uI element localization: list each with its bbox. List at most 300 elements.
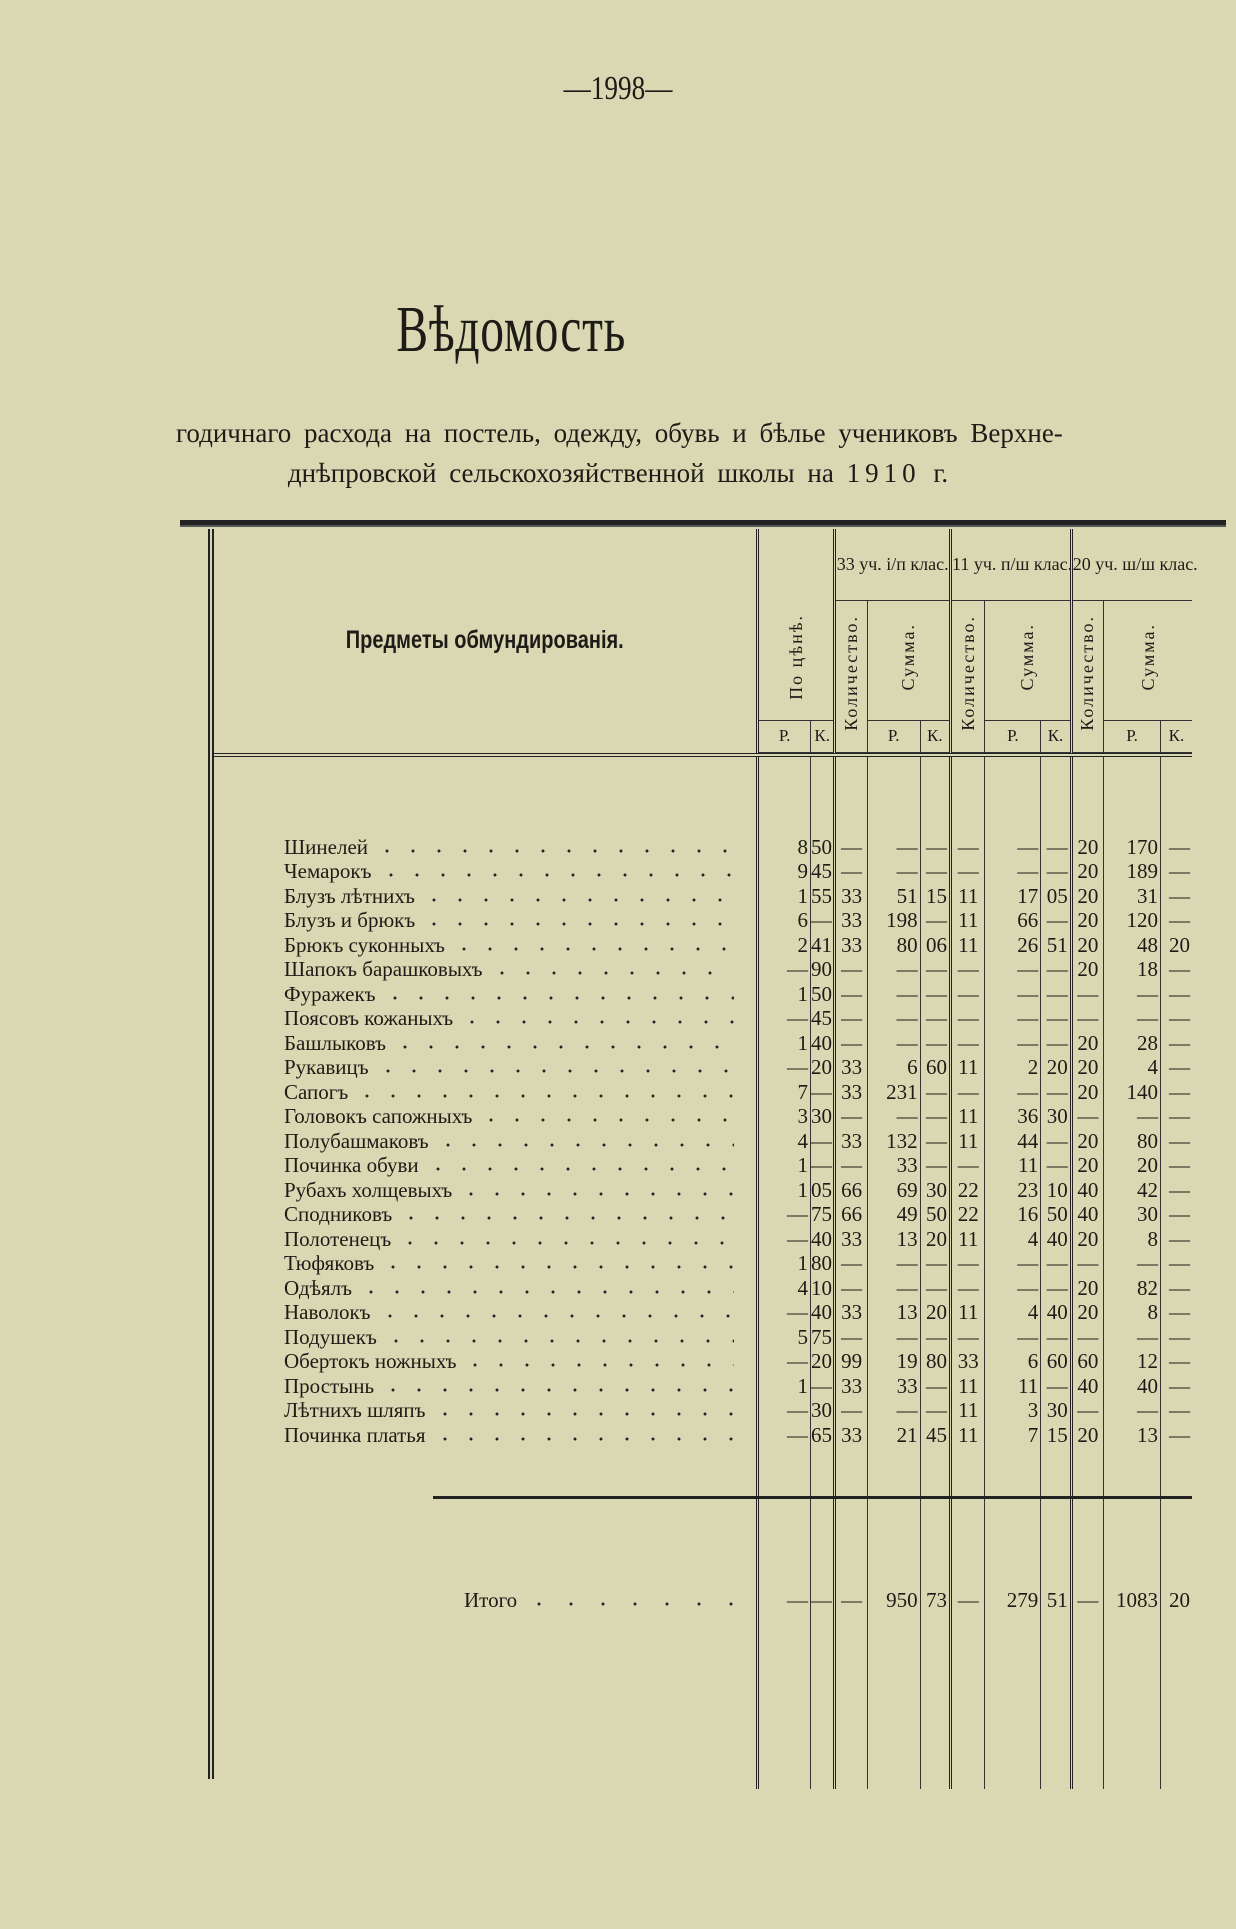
cell-7: — (1041, 1325, 1071, 1350)
page-number: —1998— (563, 70, 673, 107)
cell-0: 5 (758, 1325, 811, 1350)
cell-5: — (951, 1276, 985, 1301)
cell-10: — (1160, 1300, 1192, 1325)
dot-leader (458, 1191, 734, 1197)
table-row (214, 1276, 1192, 1301)
cell-5: 11 (951, 1129, 985, 1154)
cell-10: — (1160, 1349, 1192, 1374)
item-name: Рубахъ холщевыхъ (284, 1177, 453, 1202)
cell-1: 45 (811, 1006, 835, 1031)
cell-2: 66 (835, 1178, 867, 1203)
cell-5: 22 (951, 1178, 985, 1203)
item-name: Лѣтнихъ шляпъ (284, 1398, 426, 1423)
cell-2: — (835, 859, 867, 884)
cell-3: 49 (867, 1202, 920, 1227)
cell-9: — (1104, 1251, 1161, 1276)
cell-3: 950 (867, 1587, 920, 1613)
cell-1: 40 (811, 1300, 835, 1325)
spacer-row (214, 755, 1192, 835)
cell-1: 40 (811, 1031, 835, 1056)
cell-10: — (1160, 884, 1192, 909)
cell-9: 31 (1104, 884, 1161, 909)
cell-4: — (920, 1325, 950, 1350)
cell-3: 69 (867, 1178, 920, 1203)
cell-5: — (951, 859, 985, 884)
cell-1: 45 (811, 859, 835, 884)
cell-2: — (835, 1398, 867, 1423)
dot-leader (421, 897, 734, 903)
document-title: Вѣдомость (396, 293, 626, 366)
cell-8: 20 (1071, 908, 1103, 933)
cell-7: 40 (1041, 1227, 1071, 1252)
cell-6: — (985, 1251, 1041, 1276)
cell-3: — (867, 1031, 920, 1056)
cell-7: 60 (1041, 1349, 1071, 1374)
cell-10: — (1160, 1251, 1192, 1276)
cell-4: — (920, 1104, 950, 1129)
cell-2: — (835, 982, 867, 1007)
cell-7: — (1041, 859, 1071, 884)
cell-8: — (1071, 982, 1103, 1007)
cell-6: 11 (985, 1153, 1041, 1178)
cell-5: 11 (951, 884, 985, 909)
cell-9: 80 (1104, 1129, 1161, 1154)
cell-2: 33 (835, 1055, 867, 1080)
cell-6: 26 (985, 933, 1041, 958)
table-row (214, 1325, 1192, 1350)
cell-1: 10 (811, 1276, 835, 1301)
dot-leader (380, 1264, 734, 1270)
cell-3: — (867, 1006, 920, 1031)
cell-10: — (1160, 1325, 1192, 1350)
cell-7: 30 (1041, 1104, 1071, 1129)
dot-leader (421, 921, 734, 927)
item-name: Наволокъ (284, 1300, 371, 1325)
item-name: Шинелей (284, 834, 369, 859)
cell-2: 66 (835, 1202, 867, 1227)
dot-leader (459, 1019, 734, 1025)
cell-8: — (1071, 1006, 1103, 1031)
cell-6: 16 (985, 1202, 1041, 1227)
sum-header-20: Сумма. (1104, 600, 1192, 720)
cell-4: 15 (920, 884, 950, 909)
table-row (214, 1374, 1192, 1399)
table-row (214, 1080, 1192, 1105)
cell-7: 20 (1041, 1055, 1071, 1080)
cell-8: 20 (1071, 1153, 1103, 1178)
cell-5: 11 (951, 933, 985, 958)
cell-0: 3 (758, 1104, 811, 1129)
cell-6: 44 (985, 1129, 1041, 1154)
item-name: Починка платья (284, 1422, 426, 1447)
cell-1: 55 (811, 884, 835, 909)
cell-4: — (920, 1398, 950, 1423)
uniform-expense-table (214, 529, 1198, 1789)
cell-10: — (1160, 982, 1192, 1007)
cell-5: 33 (951, 1349, 985, 1374)
dot-leader (392, 1044, 734, 1050)
cell-9: — (1104, 1006, 1161, 1031)
cell-7: 10 (1041, 1178, 1071, 1203)
cell-7: 40 (1041, 1300, 1071, 1325)
cell-1: 65 (811, 1423, 835, 1448)
cell-2: — (835, 1587, 867, 1613)
cell-2: 33 (835, 1227, 867, 1252)
dot-leader (378, 872, 735, 878)
cell-7: — (1041, 1374, 1071, 1399)
cell-0: 8 (758, 835, 811, 860)
rub-header: Р. (867, 720, 920, 752)
cell-8: — (1071, 1398, 1103, 1423)
cell-7: — (1041, 1276, 1071, 1301)
cell-10: — (1160, 835, 1192, 860)
kop-header: К. (920, 720, 950, 752)
cell-0: 1 (758, 1374, 811, 1399)
cell-5: 11 (951, 1227, 985, 1252)
cell-5: 11 (951, 1423, 985, 1448)
item-name: Фуражекъ (284, 981, 376, 1006)
item-name: Блузъ и брюкъ (284, 908, 416, 933)
cell-3: 33 (867, 1374, 920, 1399)
cell-3: — (867, 957, 920, 982)
group-header-20: 20 уч. ш/ш клас. (1071, 529, 1192, 600)
cell-6: 66 (985, 908, 1041, 933)
cell-1: — (811, 1080, 835, 1105)
cell-6: 11 (985, 1374, 1041, 1399)
cell-4: — (920, 835, 950, 860)
table-row (214, 957, 1192, 982)
cell-0: — (758, 1423, 811, 1448)
item-name: Рукавицъ (284, 1055, 369, 1080)
cell-0: — (758, 1587, 811, 1613)
dot-leader (398, 1215, 734, 1221)
item-name: Одѣялъ (284, 1275, 352, 1300)
cell-6: — (985, 1276, 1041, 1301)
table-row (214, 982, 1192, 1007)
cell-4: — (920, 1276, 950, 1301)
table-row (214, 1423, 1192, 1448)
cell-9: 8 (1104, 1300, 1161, 1325)
cell-1: 20 (811, 1055, 835, 1080)
table-row (214, 884, 1192, 909)
cell-4: 80 (920, 1349, 950, 1374)
cell-8: 40 (1071, 1202, 1103, 1227)
cell-8: — (1071, 1251, 1103, 1276)
rub-header: Р. (1104, 720, 1161, 752)
cell-0: 6 (758, 908, 811, 933)
cell-3: 231 (867, 1080, 920, 1105)
cell-9: 48 (1104, 933, 1161, 958)
rub-header: Р. (758, 720, 811, 752)
dot-leader (377, 1313, 735, 1319)
cell-4: 20 (920, 1227, 950, 1252)
cell-5: — (951, 1153, 985, 1178)
cell-0: 2 (758, 933, 811, 958)
cell-10: — (1160, 1227, 1192, 1252)
items-column-header: Предметы обмундированія. (346, 626, 625, 654)
cell-4: — (920, 908, 950, 933)
cell-10: 20 (1160, 1587, 1192, 1613)
cell-8: 40 (1071, 1374, 1103, 1399)
cell-3: 6 (867, 1055, 920, 1080)
cell-10: — (1160, 1276, 1192, 1301)
cell-2: — (835, 1104, 867, 1129)
cell-4: 30 (920, 1178, 950, 1203)
dot-leader (397, 1240, 734, 1246)
cell-4: 50 (920, 1202, 950, 1227)
cell-2: — (835, 957, 867, 982)
cell-8: 20 (1071, 859, 1103, 884)
item-name: Простынь (284, 1373, 375, 1398)
subtitle-text: днѣпровской сельскохозяйственной школы на (287, 458, 834, 488)
cell-0: — (758, 1227, 811, 1252)
table-row (214, 1129, 1192, 1154)
cell-2: — (835, 1325, 867, 1350)
table-row (214, 1227, 1192, 1252)
table-row (214, 859, 1192, 884)
cell-8: 20 (1071, 1227, 1103, 1252)
table-body (214, 755, 1192, 1790)
cell-5: 11 (951, 1055, 985, 1080)
table-row (214, 1104, 1192, 1129)
dot-leader (523, 1601, 734, 1607)
cell-4: — (920, 1153, 950, 1178)
cell-7: — (1041, 835, 1071, 860)
dot-leader (382, 995, 735, 1001)
cell-0: 9 (758, 859, 811, 884)
cell-4: — (920, 1031, 950, 1056)
cell-5: 11 (951, 1374, 985, 1399)
cell-9: 170 (1104, 835, 1161, 860)
table-row (214, 1031, 1192, 1056)
cell-6: — (985, 982, 1041, 1007)
cell-1: 50 (811, 982, 835, 1007)
cell-6: 23 (985, 1178, 1041, 1203)
table-row (214, 1153, 1192, 1178)
cell-8: 20 (1071, 1055, 1103, 1080)
dot-leader (489, 970, 735, 976)
cell-2: — (835, 835, 867, 860)
cell-5: — (951, 835, 985, 860)
cell-6: 279 (985, 1587, 1041, 1613)
cell-7: 51 (1041, 1587, 1071, 1613)
cell-3: — (867, 1276, 920, 1301)
cell-6: 4 (985, 1300, 1041, 1325)
item-name: Башлыковъ (284, 1030, 387, 1055)
dot-leader (358, 1289, 734, 1295)
cell-4: — (920, 859, 950, 884)
subtitle-year: 1910 (846, 458, 921, 488)
dot-leader (462, 1362, 734, 1368)
item-name: Полубашмаковъ (284, 1128, 429, 1153)
cell-7: — (1041, 1006, 1071, 1031)
cell-3: 33 (867, 1153, 920, 1178)
cell-4: — (920, 1006, 950, 1031)
table-top-rule (180, 520, 1226, 527)
cell-1: 80 (811, 1251, 835, 1276)
cell-2: — (835, 1276, 867, 1301)
cell-6: 7 (985, 1423, 1041, 1448)
cell-2: 33 (835, 1080, 867, 1105)
cell-4: 20 (920, 1300, 950, 1325)
dot-leader (375, 1068, 735, 1074)
cell-9: 120 (1104, 908, 1161, 933)
cell-9: 18 (1104, 957, 1161, 982)
price-column-header: По цѣнѣ. (758, 529, 835, 720)
cell-6: — (985, 1080, 1041, 1105)
cell-1: 50 (811, 835, 835, 860)
cell-4: — (920, 1129, 950, 1154)
subtitle-line-2 (0, 458, 1236, 489)
qty-header-11: Количество. (951, 600, 985, 752)
table-row (214, 1398, 1192, 1423)
cell-10: — (1160, 1055, 1192, 1080)
cell-0: — (758, 957, 811, 982)
cell-9: — (1104, 1398, 1161, 1423)
cell-3: 198 (867, 908, 920, 933)
item-name: Головокъ сапожныхъ (284, 1104, 473, 1129)
qty-header-33: Количество. (835, 600, 867, 752)
cell-4: 06 (920, 933, 950, 958)
cell-5: — (951, 957, 985, 982)
table-row (214, 1202, 1192, 1227)
cell-8: — (1071, 1587, 1103, 1613)
cell-6: 36 (985, 1104, 1041, 1129)
cell-5: 22 (951, 1202, 985, 1227)
cell-6: — (985, 859, 1041, 884)
sum-header-33: Сумма. (867, 600, 950, 720)
cell-9: 8 (1104, 1227, 1161, 1252)
cell-3: — (867, 859, 920, 884)
cell-1: 05 (811, 1178, 835, 1203)
cell-8: 60 (1071, 1349, 1103, 1374)
cell-7: 15 (1041, 1423, 1071, 1448)
cell-1: — (811, 1374, 835, 1399)
item-name: Поясовъ кожаныхъ (284, 1006, 454, 1031)
cell-9: 13 (1104, 1423, 1161, 1448)
cell-2: 33 (835, 1374, 867, 1399)
subtitle-line-1: годичнаго расхода на постель, одежду, обувь и бѣлье учениковъ Верхне- (176, 418, 1063, 448)
cell-7: — (1041, 1153, 1071, 1178)
item-name: Шапокъ барашковыхъ (284, 957, 483, 982)
cell-8: 20 (1071, 884, 1103, 909)
cell-3: — (867, 1325, 920, 1350)
cell-2: — (835, 1153, 867, 1178)
cell-4: 45 (920, 1423, 950, 1448)
item-name: Подушекъ (284, 1324, 377, 1349)
cell-9: 20 (1104, 1153, 1161, 1178)
cell-1: — (811, 908, 835, 933)
rub-header: Р. (985, 720, 1041, 752)
cell-10: — (1160, 1374, 1192, 1399)
cell-6: 4 (985, 1227, 1041, 1252)
total-row (214, 1587, 1192, 1613)
cell-3: — (867, 835, 920, 860)
table-row (214, 1006, 1192, 1031)
cell-10: — (1160, 908, 1192, 933)
cell-7: 30 (1041, 1398, 1071, 1423)
cell-1: 30 (811, 1104, 835, 1129)
item-name: Полотенецъ (284, 1226, 392, 1251)
table-row (214, 1300, 1192, 1325)
dot-leader (432, 1436, 735, 1442)
cell-7: — (1041, 957, 1071, 982)
item-name: Блузъ лѣтнихъ (284, 883, 415, 908)
cell-0: — (758, 1055, 811, 1080)
cell-4: — (920, 982, 950, 1007)
cell-2: 33 (835, 1129, 867, 1154)
dot-leader (451, 946, 734, 952)
cell-5: — (951, 982, 985, 1007)
cell-9: — (1104, 1325, 1161, 1350)
cell-9: 28 (1104, 1031, 1161, 1056)
cell-3: — (867, 1398, 920, 1423)
cell-9: 40 (1104, 1374, 1161, 1399)
cell-4: — (920, 1251, 950, 1276)
group-header-33: 33 уч. і/п клас. (835, 529, 951, 600)
cell-5: — (951, 1587, 985, 1613)
total-rule (433, 1496, 1192, 1499)
spacer-row (214, 1613, 1192, 1789)
cell-10: — (1160, 1153, 1192, 1178)
cell-0: — (758, 1349, 811, 1374)
cell-0: 1 (758, 884, 811, 909)
cell-8: 20 (1071, 957, 1103, 982)
cell-3: — (867, 982, 920, 1007)
cell-10: — (1160, 957, 1192, 982)
kop-header: К. (811, 720, 835, 752)
cell-5: — (951, 1006, 985, 1031)
cell-1: — (811, 1153, 835, 1178)
cell-0: 1 (758, 1031, 811, 1056)
cell-0: 4 (758, 1129, 811, 1154)
item-name: Сапогъ (284, 1079, 349, 1104)
dot-leader (432, 1411, 735, 1417)
cell-9: 140 (1104, 1080, 1161, 1105)
cell-6: 17 (985, 884, 1041, 909)
item-name: Обертокъ ножныхъ (284, 1349, 457, 1374)
cell-9: — (1104, 1104, 1161, 1129)
cell-3: 21 (867, 1423, 920, 1448)
cell-3: 13 (867, 1300, 920, 1325)
cell-9: 30 (1104, 1202, 1161, 1227)
cell-1: 41 (811, 933, 835, 958)
cell-8: 20 (1071, 1276, 1103, 1301)
cell-7: — (1041, 908, 1071, 933)
dot-leader (478, 1117, 734, 1123)
cell-10: — (1160, 1006, 1192, 1031)
item-name: Брюкъ суконныхъ (284, 932, 445, 957)
cell-8: 20 (1071, 1080, 1103, 1105)
cell-0: 7 (758, 1080, 811, 1105)
cell-2: 33 (835, 884, 867, 909)
cell-7: — (1041, 1080, 1071, 1105)
cell-8: 20 (1071, 1031, 1103, 1056)
cell-9: — (1104, 982, 1161, 1007)
cell-3: 19 (867, 1349, 920, 1374)
cell-3: 80 (867, 933, 920, 958)
cell-0: — (758, 1202, 811, 1227)
cell-2: — (835, 1006, 867, 1031)
cell-6: — (985, 957, 1041, 982)
dot-leader (380, 1387, 734, 1393)
cell-8: — (1071, 1325, 1103, 1350)
cell-1: 75 (811, 1202, 835, 1227)
cell-0: — (758, 1006, 811, 1031)
cell-5: 11 (951, 1398, 985, 1423)
cell-2: — (835, 1251, 867, 1276)
cell-8: 20 (1071, 1300, 1103, 1325)
